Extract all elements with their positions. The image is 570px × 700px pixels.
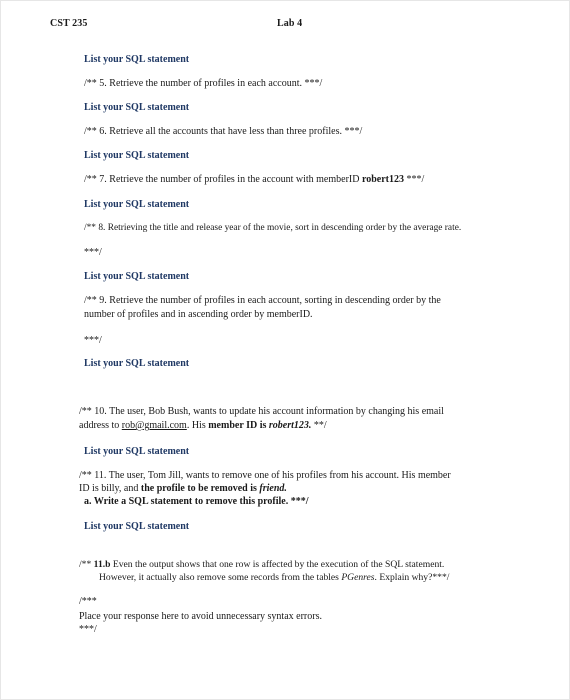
question-9-close: ***/ [84, 335, 102, 346]
question-11b-end: . Explain why?***/ [374, 572, 450, 583]
question-10-text: address to [79, 420, 122, 431]
lab-header: Lab 4 [277, 18, 303, 29]
question-9-line2: number of profiles and in ascending order by memberID. [84, 309, 313, 320]
sql-statement-label: List your SQL statement [84, 358, 190, 369]
question-10-mid: . His [186, 420, 209, 431]
sql-statement-label: List your SQL statement [84, 150, 190, 161]
sql-statement-label: List your SQL statement [84, 521, 190, 532]
sql-statement-label: List your SQL statement [84, 102, 190, 113]
response-open: /*** [79, 596, 97, 607]
email-link[interactable]: rob@gmail.com [121, 420, 187, 431]
question-11-line2 [79, 482, 287, 495]
question-8: /** 8. Retrieving the title and release year of the movie, sort in descending order by the average rate. [84, 223, 462, 233]
question-11b-text2: However, it actually also remove some records from the tables [99, 572, 342, 583]
question-7-end: ***/ [404, 174, 425, 185]
course-header: CST 235 [50, 18, 88, 29]
question-10-member-label: member ID is [208, 420, 269, 431]
sql-statement-label: List your SQL statement [84, 271, 190, 282]
question-11b-text: Even the output shows that one row is affected by the execution of the SQL statement. [110, 559, 445, 570]
sql-statement-label: List your SQL statement [84, 446, 190, 457]
question-7-member-id: robert123 [361, 174, 405, 185]
question-11b-open: /** [79, 559, 94, 570]
question-11-profile-label: the profile to be removed is [140, 483, 260, 494]
response-close: ***/ [79, 624, 97, 635]
question-11b-line2 [99, 571, 449, 584]
question-11-text: ID is billy, and [79, 483, 141, 494]
question-11b-table: PGenres [341, 572, 375, 583]
question-5: /** 5. Retrieve the number of profiles in each account. ***/ [84, 78, 323, 89]
question-10-line1: /** 10. The user, Bob Bush, wants to update his account information by changing his email [79, 406, 444, 417]
sql-statement-label: List your SQL statement [84, 54, 190, 65]
question-10-line2 [79, 419, 327, 432]
question-11a: a. Write a SQL statement to remove this profile. ***/ [84, 496, 309, 507]
question-10-end: **/ [311, 420, 327, 431]
question-7 [84, 173, 424, 186]
question-6: /** 6. Retrieve all the accounts that have less than three profiles. ***/ [84, 126, 363, 137]
question-11b-line1 [79, 558, 444, 571]
response-placeholder[interactable]: Place your response here to avoid unnecessary syntax errors. [79, 611, 322, 622]
sql-statement-label: List your SQL statement [84, 199, 190, 210]
question-11b-number: 11.b [93, 559, 111, 570]
question-11-line1: /** 11. The user, Tom Jill, wants to remove one of his profiles from his account. His member [79, 470, 451, 481]
question-8-close: ***/ [84, 247, 102, 258]
question-10-member-id: robert123. [268, 420, 312, 431]
question-7-text: /** 7. Retrieve the number of profiles in the account with memberID [84, 174, 362, 185]
question-11-profile: friend. [259, 483, 287, 494]
question-9-line1: /** 9. Retrieve the number of profiles in each account, sorting in descending order by the [84, 295, 441, 306]
